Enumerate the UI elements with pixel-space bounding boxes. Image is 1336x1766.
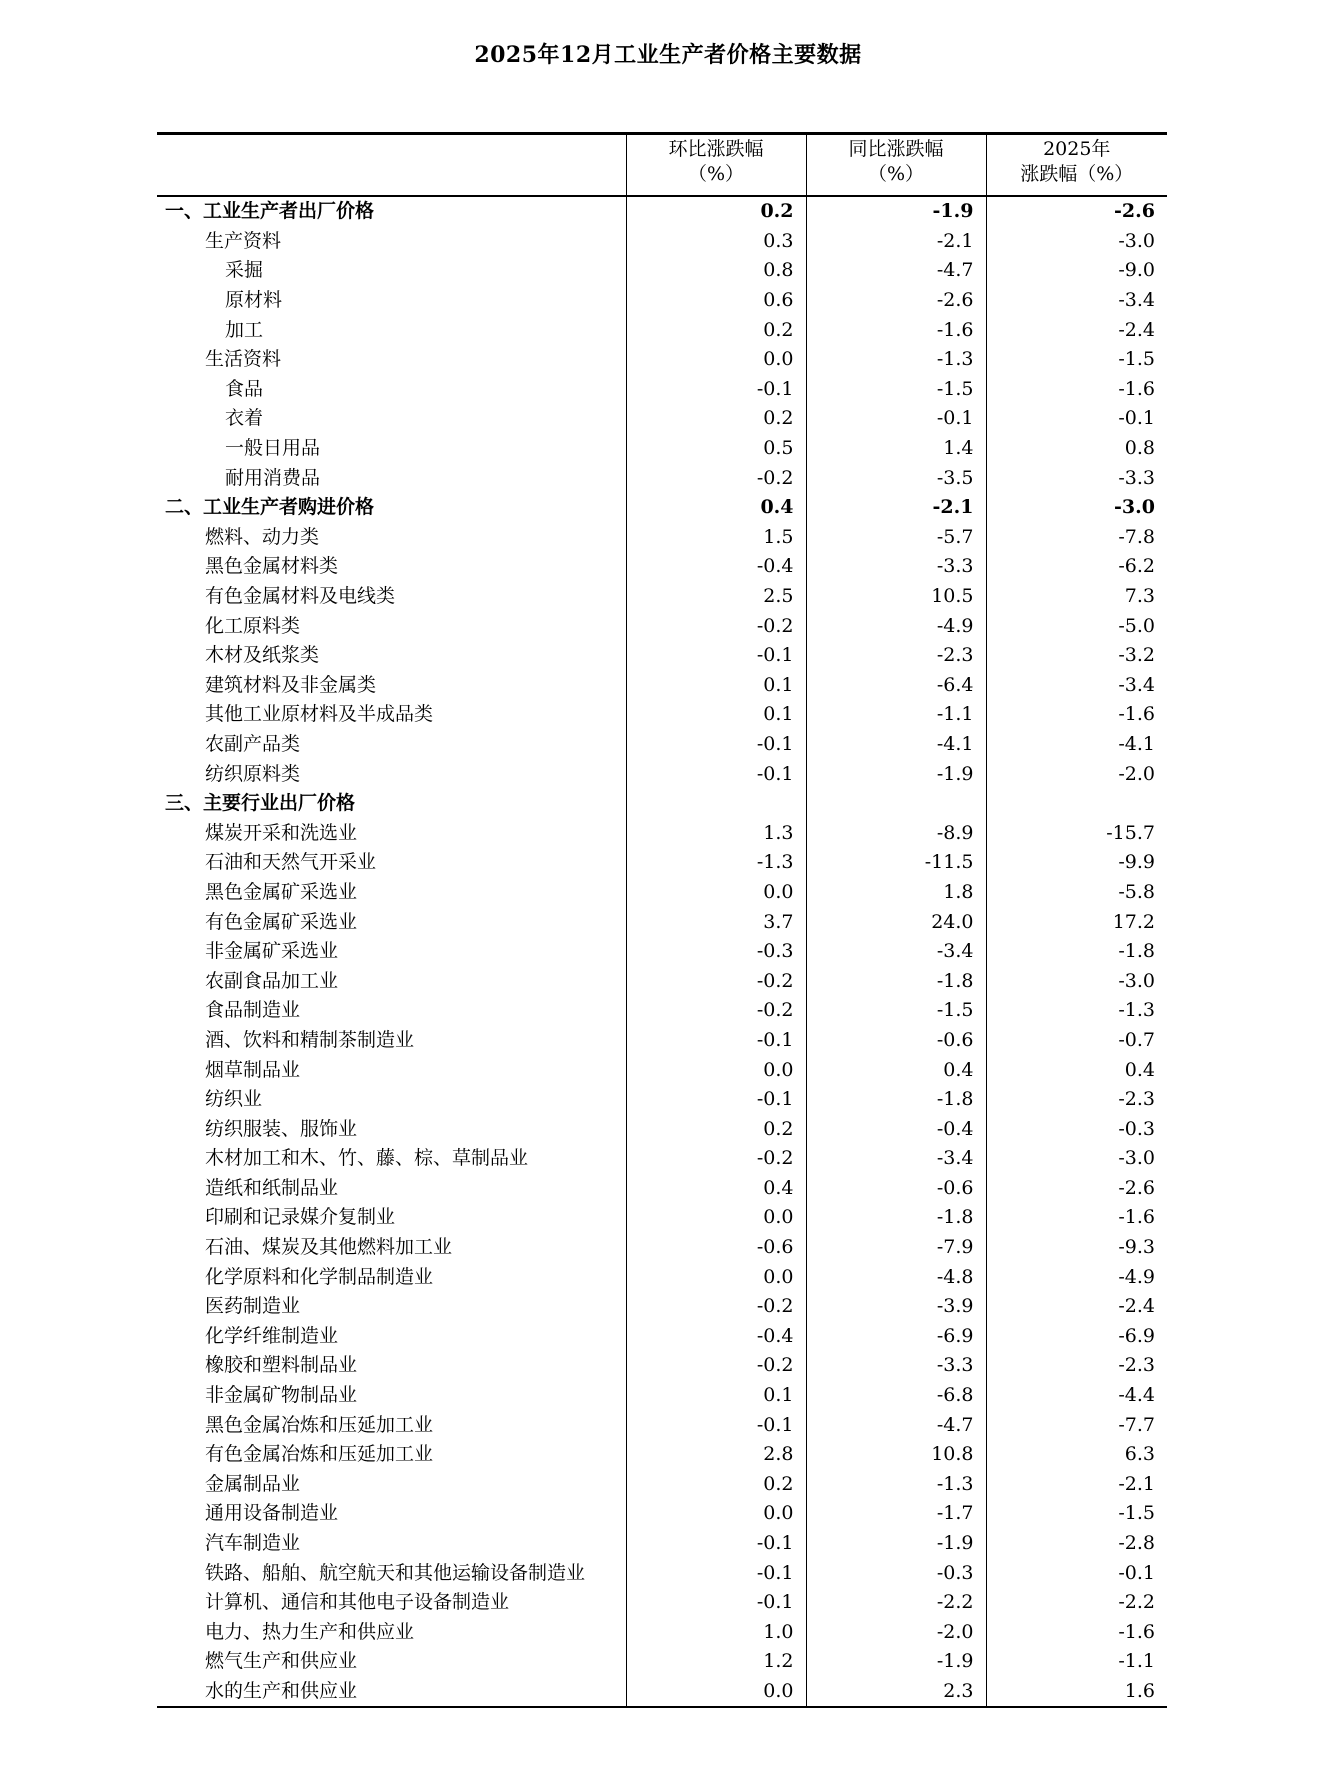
ytd-value: -5.8 (986, 878, 1167, 908)
yoy-value: -3.4 (806, 1144, 986, 1174)
ppi-data-table (157, 132, 1167, 1708)
row-label: 金属制品业 (205, 1472, 301, 1495)
mom-value: -0.1 (626, 759, 806, 789)
header-yoy (806, 134, 986, 197)
table-row (157, 1558, 1167, 1588)
ytd-value: -4.4 (986, 1381, 1167, 1411)
row-label: 衣着 (225, 407, 264, 430)
mom-value: 0.2 (626, 404, 806, 434)
mom-value: 0.2 (626, 1470, 806, 1500)
table-row (157, 463, 1167, 493)
ytd-value: -0.1 (986, 404, 1167, 434)
row-label: 生产资料 (205, 229, 282, 252)
row-label: 农副食品加工业 (205, 969, 339, 992)
yoy-value: -0.6 (806, 1026, 986, 1056)
row-label: 烟草制品业 (205, 1058, 301, 1081)
table-row (157, 523, 1167, 553)
table-row (157, 286, 1167, 316)
header-mom (626, 134, 806, 197)
ytd-value: -5.0 (986, 611, 1167, 641)
row-label: 其他工业原材料及半成品类 (205, 703, 434, 726)
row-label: 橡胶和塑料制品业 (205, 1354, 358, 1377)
table-row (157, 345, 1167, 375)
ytd-value: -0.7 (986, 1026, 1167, 1056)
header-mom-line1: 环比涨跌幅 (668, 138, 764, 160)
yoy-value: 1.4 (806, 434, 986, 464)
ytd-value: -6.2 (986, 552, 1167, 582)
row-label: 燃气生产和供应业 (205, 1650, 358, 1673)
mom-value: 0.8 (626, 256, 806, 286)
yoy-value: -1.7 (806, 1499, 986, 1529)
yoy-value: 10.5 (806, 582, 986, 612)
yoy-value: -3.5 (806, 463, 986, 493)
yoy-value: -6.8 (806, 1381, 986, 1411)
ytd-value: -1.6 (986, 1203, 1167, 1233)
table-row (157, 671, 1167, 701)
ytd-value: -2.4 (986, 1292, 1167, 1322)
table-row (157, 1470, 1167, 1500)
ytd-value: -4.1 (986, 730, 1167, 760)
table-row (157, 1026, 1167, 1056)
yoy-value: -1.3 (806, 345, 986, 375)
table-row (157, 1529, 1167, 1559)
mom-value: 2.5 (626, 582, 806, 612)
ytd-value: 6.3 (986, 1440, 1167, 1470)
row-label: 建筑材料及非金属类 (205, 673, 377, 696)
ytd-value: -9.0 (986, 256, 1167, 286)
mom-value: 0.2 (626, 196, 806, 227)
mom-value: 0.4 (626, 1174, 806, 1204)
row-label: 水的生产和供应业 (157, 1677, 626, 1708)
mom-value: -0.1 (626, 1026, 806, 1056)
mom-value: 0.0 (626, 1677, 806, 1708)
mom-value: 0.0 (626, 1262, 806, 1292)
mom-value: -0.2 (626, 1144, 806, 1174)
mom-value: 0.1 (626, 671, 806, 701)
yoy-value: -0.3 (806, 1558, 986, 1588)
yoy-value: -0.1 (806, 404, 986, 434)
row-label: 化学纤维制造业 (205, 1324, 339, 1347)
mom-value: -0.2 (626, 463, 806, 493)
row-label: 农副产品类 (205, 732, 301, 755)
row-label: 医药制造业 (205, 1295, 301, 1318)
mom-value: 0.0 (626, 345, 806, 375)
ytd-value: 0.4 (986, 1055, 1167, 1085)
section-row (157, 196, 1167, 227)
mom-value: -0.1 (626, 1085, 806, 1115)
mom-value: 0.0 (626, 1203, 806, 1233)
ytd-value: -1.1 (986, 1647, 1167, 1677)
ytd-value: -1.6 (986, 1618, 1167, 1648)
yoy-value: -3.3 (806, 1351, 986, 1381)
yoy-value: -11.5 (806, 848, 986, 878)
row-label: 酒、饮料和精制茶制造业 (205, 1028, 415, 1051)
table-row (157, 404, 1167, 434)
table-row (157, 937, 1167, 967)
mom-value: 0.2 (626, 315, 806, 345)
header-ytd-line2: 涨跌幅（%） (1020, 163, 1134, 185)
table-row (157, 907, 1167, 937)
table-row (157, 1410, 1167, 1440)
yoy-value: -4.7 (806, 1410, 986, 1440)
row-label: 印刷和记录媒介复制业 (205, 1206, 396, 1229)
mom-value: -0.1 (626, 641, 806, 671)
header-mom-line2: （%） (687, 163, 745, 185)
mom-value: -0.1 (626, 1588, 806, 1618)
row-label: 有色金属矿采选业 (205, 910, 358, 933)
mom-value: -0.2 (626, 1351, 806, 1381)
header-label-cell (157, 134, 626, 197)
ytd-value: 1.6 (986, 1677, 1167, 1708)
mom-value: -0.2 (626, 611, 806, 641)
mom-value: 3.7 (626, 907, 806, 937)
yoy-value (806, 789, 986, 819)
yoy-value: -0.6 (806, 1174, 986, 1204)
row-label: 化工原料类 (205, 614, 301, 637)
row-label: 电力、热力生产和供应业 (205, 1620, 415, 1643)
yoy-value: -4.9 (806, 611, 986, 641)
header-ytd-line1: 2025年 (1043, 138, 1111, 160)
row-label: 石油和天然气开采业 (205, 851, 377, 874)
table-row (157, 582, 1167, 612)
mom-value: -0.1 (626, 1410, 806, 1440)
yoy-value: 2.3 (806, 1677, 986, 1708)
row-label: 耐用消费品 (225, 466, 321, 489)
mom-value: 0.4 (626, 493, 806, 523)
header-yoy-line2: （%） (867, 163, 925, 185)
ytd-value: -3.0 (986, 227, 1167, 257)
mom-value: -0.1 (626, 1529, 806, 1559)
table-row (157, 1144, 1167, 1174)
yoy-value: -1.1 (806, 700, 986, 730)
ytd-value: -3.0 (986, 493, 1167, 523)
ytd-value: 17.2 (986, 907, 1167, 937)
ytd-value: -1.6 (986, 700, 1167, 730)
yoy-value: -1.9 (806, 196, 986, 227)
row-label: 燃料、动力类 (205, 525, 320, 548)
table-row (157, 966, 1167, 996)
table-row (157, 1114, 1167, 1144)
table-row (157, 878, 1167, 908)
ytd-value: -7.7 (986, 1410, 1167, 1440)
mom-value: 0.0 (626, 1055, 806, 1085)
row-label: 采掘 (225, 259, 264, 282)
table-row (157, 1381, 1167, 1411)
row-label: 黑色金属材料类 (205, 555, 339, 578)
ytd-value: -2.4 (986, 315, 1167, 345)
mom-value: 0.5 (626, 434, 806, 464)
table-row (157, 1203, 1167, 1233)
yoy-value: -1.5 (806, 375, 986, 405)
row-label: 有色金属冶炼和压延加工业 (205, 1443, 434, 1466)
yoy-value: 24.0 (806, 907, 986, 937)
mom-value: -0.1 (626, 375, 806, 405)
table-row (157, 434, 1167, 464)
yoy-value: -2.1 (806, 493, 986, 523)
table-header (157, 134, 1167, 197)
ytd-value: -1.8 (986, 937, 1167, 967)
yoy-value: -4.7 (806, 256, 986, 286)
row-label: 黑色金属矿采选业 (205, 880, 358, 903)
table-row (157, 1085, 1167, 1115)
yoy-value: -3.3 (806, 552, 986, 582)
table-row (157, 552, 1167, 582)
ytd-value: -9.9 (986, 848, 1167, 878)
yoy-value: 0.4 (806, 1055, 986, 1085)
mom-value: -1.3 (626, 848, 806, 878)
table-row (157, 1322, 1167, 1352)
mom-value: -0.3 (626, 937, 806, 967)
ytd-value: -15.7 (986, 818, 1167, 848)
ytd-value: -1.3 (986, 996, 1167, 1026)
mom-value: -0.1 (626, 1558, 806, 1588)
row-label: 一、工业生产者出厂价格 (165, 200, 375, 223)
table-row (157, 1499, 1167, 1529)
table-row (157, 1588, 1167, 1618)
yoy-value: -4.8 (806, 1262, 986, 1292)
row-label: 铁路、船舶、航空航天和其他运输设备制造业 (205, 1561, 586, 1584)
yoy-value: -1.8 (806, 1203, 986, 1233)
row-label: 通用设备制造业 (205, 1502, 339, 1525)
ytd-value: -1.5 (986, 345, 1167, 375)
table-row (157, 848, 1167, 878)
row-label: 木材加工和木、竹、藤、棕、草制品业 (205, 1147, 529, 1170)
row-label: 纺织原料类 (205, 762, 301, 785)
yoy-value: -8.9 (806, 818, 986, 848)
ytd-value: -2.3 (986, 1351, 1167, 1381)
yoy-value: -2.3 (806, 641, 986, 671)
section-row (157, 493, 1167, 523)
ytd-value: -2.2 (986, 1588, 1167, 1618)
mom-value: 1.3 (626, 818, 806, 848)
yoy-value: -2.1 (806, 227, 986, 257)
ytd-value: -7.8 (986, 523, 1167, 553)
mom-value: -0.2 (626, 996, 806, 1026)
yoy-value: -3.4 (806, 937, 986, 967)
yoy-value: -1.9 (806, 759, 986, 789)
yoy-value: -1.8 (806, 966, 986, 996)
row-label: 计算机、通信和其他电子设备制造业 (205, 1591, 510, 1614)
row-label: 有色金属材料及电线类 (205, 585, 396, 608)
table-row (157, 818, 1167, 848)
ytd-value: -2.1 (986, 1470, 1167, 1500)
ytd-value: -1.6 (986, 375, 1167, 405)
ytd-value (986, 789, 1167, 819)
ytd-value: -3.0 (986, 966, 1167, 996)
row-label: 非金属矿采选业 (205, 940, 339, 963)
mom-value: 0.1 (626, 1381, 806, 1411)
table-row (157, 700, 1167, 730)
yoy-value: -1.9 (806, 1529, 986, 1559)
header-ytd (986, 134, 1167, 197)
yoy-value: -3.9 (806, 1292, 986, 1322)
row-label: 加工 (225, 318, 264, 341)
ytd-value: -3.2 (986, 641, 1167, 671)
table-row (157, 1351, 1167, 1381)
mom-value: 0.0 (626, 878, 806, 908)
row-label: 食品 (225, 377, 264, 400)
mom-value: 0.2 (626, 1114, 806, 1144)
table-row (157, 759, 1167, 789)
row-label: 二、工业生产者购进价格 (165, 496, 375, 519)
yoy-value: -6.4 (806, 671, 986, 701)
row-label: 化学原料和化学制品制造业 (205, 1265, 434, 1288)
mom-value: -0.2 (626, 1292, 806, 1322)
yoy-value: -1.8 (806, 1085, 986, 1115)
yoy-value: -0.4 (806, 1114, 986, 1144)
table-row (157, 1233, 1167, 1263)
page-title: 2025年12月工业生产者价格主要数据 (474, 42, 862, 68)
yoy-value: -1.6 (806, 315, 986, 345)
row-label: 一般日用品 (225, 437, 321, 460)
row-label: 木材及纸浆类 (205, 644, 320, 667)
yoy-value: -2.0 (806, 1618, 986, 1648)
row-label: 汽车制造业 (205, 1532, 301, 1555)
row-label: 原材料 (225, 289, 283, 312)
mom-value: 0.6 (626, 286, 806, 316)
row-label: 三、主要行业出厂价格 (165, 792, 356, 815)
yoy-value: 1.8 (806, 878, 986, 908)
row-label: 煤炭开采和洗选业 (205, 821, 358, 844)
row-label: 食品制造业 (205, 999, 301, 1022)
row-label: 造纸和纸制品业 (205, 1176, 339, 1199)
yoy-value: -1.5 (806, 996, 986, 1026)
table-row (157, 730, 1167, 760)
table-row (157, 611, 1167, 641)
yoy-value: -2.2 (806, 1588, 986, 1618)
mom-value: -0.6 (626, 1233, 806, 1263)
row-label: 石油、煤炭及其他燃料加工业 (205, 1236, 453, 1259)
mom-value: 0.0 (626, 1499, 806, 1529)
yoy-value: -4.1 (806, 730, 986, 760)
yoy-value: 10.8 (806, 1440, 986, 1470)
mom-value: -0.4 (626, 1322, 806, 1352)
mom-value: 1.5 (626, 523, 806, 553)
yoy-value: -6.9 (806, 1322, 986, 1352)
table-row (157, 1440, 1167, 1470)
row-label: 黑色金属冶炼和压延加工业 (205, 1413, 434, 1436)
mom-value: -0.1 (626, 730, 806, 760)
table-row (157, 315, 1167, 345)
ytd-value: -3.4 (986, 286, 1167, 316)
ytd-value: 7.3 (986, 582, 1167, 612)
yoy-value: -2.6 (806, 286, 986, 316)
section-row (157, 789, 1167, 819)
table-row (157, 1677, 1167, 1708)
yoy-value: -7.9 (806, 1233, 986, 1263)
mom-value: 0.3 (626, 227, 806, 257)
ytd-value: -2.8 (986, 1529, 1167, 1559)
table-row (157, 1647, 1167, 1677)
ytd-value: -2.6 (986, 196, 1167, 227)
ytd-value: -2.0 (986, 759, 1167, 789)
ytd-value: -3.4 (986, 671, 1167, 701)
table-row (157, 1262, 1167, 1292)
ytd-value: -2.6 (986, 1174, 1167, 1204)
mom-value (626, 789, 806, 819)
table-body (157, 196, 1167, 1707)
row-label: 纺织服装、服饰业 (205, 1117, 358, 1140)
mom-value: -0.4 (626, 552, 806, 582)
table-row (157, 1174, 1167, 1204)
table-row (157, 256, 1167, 286)
row-label: 纺织业 (205, 1088, 263, 1111)
mom-value: 0.1 (626, 700, 806, 730)
table-row (157, 641, 1167, 671)
yoy-value: -1.9 (806, 1647, 986, 1677)
table-row (157, 1618, 1167, 1648)
mom-value: 1.2 (626, 1647, 806, 1677)
table-row (157, 1292, 1167, 1322)
ytd-value: -1.5 (986, 1499, 1167, 1529)
yoy-value: -1.3 (806, 1470, 986, 1500)
mom-value: 2.8 (626, 1440, 806, 1470)
table-row (157, 375, 1167, 405)
ytd-value: -9.3 (986, 1233, 1167, 1263)
table-row (157, 1055, 1167, 1085)
ytd-value: -0.3 (986, 1114, 1167, 1144)
ytd-value: -3.0 (986, 1144, 1167, 1174)
mom-value: -0.2 (626, 966, 806, 996)
row-label: 生活资料 (205, 348, 282, 371)
mom-value: 1.0 (626, 1618, 806, 1648)
ytd-value: -3.3 (986, 463, 1167, 493)
ytd-value: -0.1 (986, 1558, 1167, 1588)
ytd-value: -4.9 (986, 1262, 1167, 1292)
yoy-value: -5.7 (806, 523, 986, 553)
header-yoy-line1: 同比涨跌幅 (848, 138, 944, 160)
row-label: 非金属矿物制品业 (205, 1384, 358, 1407)
table-row (157, 996, 1167, 1026)
ytd-value: -6.9 (986, 1322, 1167, 1352)
ytd-value: -2.3 (986, 1085, 1167, 1115)
table-row (157, 227, 1167, 257)
ytd-value: 0.8 (986, 434, 1167, 464)
